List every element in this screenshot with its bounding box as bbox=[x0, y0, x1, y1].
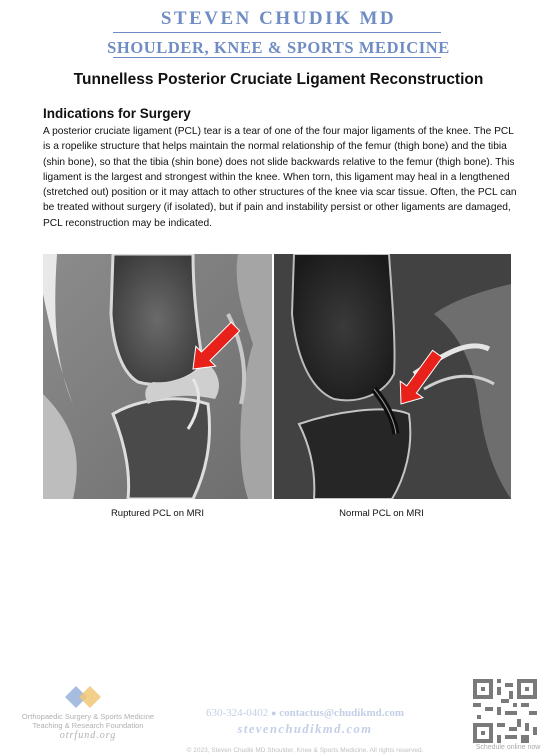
brand-tagline: SHOULDER, KNEE & SPORTS MEDICINE bbox=[107, 38, 450, 57]
email-link[interactable]: contactus@chudikmd.com bbox=[279, 707, 405, 719]
section-heading: Indications for Surgery bbox=[43, 106, 191, 121]
separator-dot: ● bbox=[271, 708, 277, 718]
brand-divider-bottom bbox=[113, 57, 441, 58]
foundation-url[interactable]: otrfund.org bbox=[59, 730, 117, 741]
mri-normal-pcl-image bbox=[274, 254, 511, 499]
foundation-name: Orthopaedic Surgery & Sports Medicine Teaching & Research Foundation bbox=[21, 712, 155, 730]
figure-caption-normal: Normal PCL on MRI bbox=[339, 508, 424, 519]
foundation-logo-icon bbox=[63, 684, 103, 710]
phone-number[interactable]: 630-324-0402 bbox=[205, 707, 269, 719]
mri-ruptured-pcl-image bbox=[43, 254, 272, 499]
qr-code-icon[interactable] bbox=[473, 679, 537, 743]
copyright-notice: © 2023, Steven Chudik MD Shoulder, Knee & Sports Medicine. All rights reserved. bbox=[186, 747, 424, 754]
brand-name: STEVEN CHUDIK MD bbox=[160, 8, 397, 29]
page-title: Tunnelless Posterior Cruciate Ligament Reconstruction bbox=[73, 71, 484, 88]
brand-divider-top bbox=[113, 32, 441, 33]
body-paragraph: A posterior cruciate ligament (PCL) tear is a tear of one of the four major ligaments of the knee. The PCL is a ropelike structure that helps maintain the normal relationship of the femur (thigh bone) and the tibia (shin bone), so that the tibia (shin bone) does not slide backwards relative to the femur (thigh bone). This ligament is the largest and strongest within the knee. When torn, this ligament may heal in a lengthened (stretched out) position or it may attach to other structures of the knee via scar tissue. Often, the PCL can be treated without surgery (if isolated), but if pain and instability persist or other ligaments are damaged, PCL reconstruction may be indicated. bbox=[43, 126, 517, 229]
figure-caption-ruptured: Ruptured PCL on MRI bbox=[110, 508, 205, 519]
qr-caption: Schedule online now bbox=[475, 744, 541, 751]
contact-line bbox=[150, 707, 460, 719]
website-link[interactable]: stevenchudikmd.com bbox=[237, 722, 373, 736]
